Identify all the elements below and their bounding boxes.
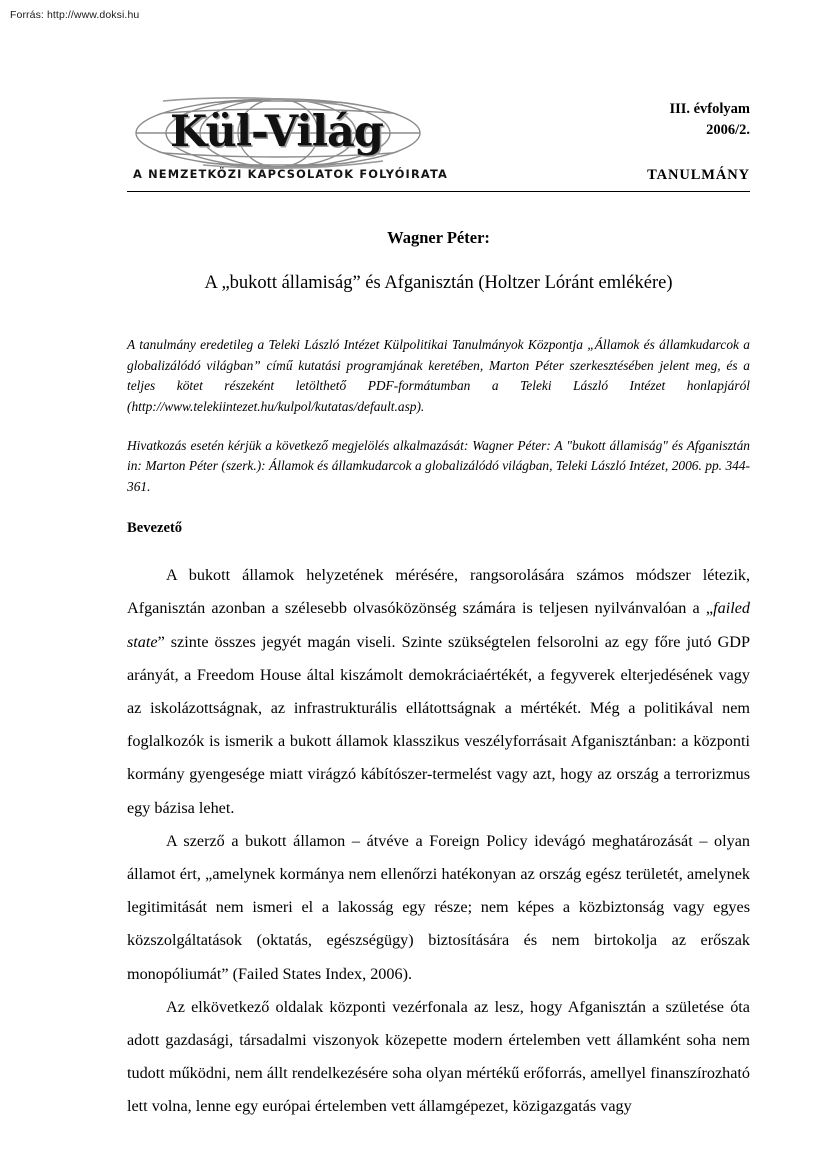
volume-label: III. évfolyam bbox=[669, 101, 750, 117]
article-kind-label: TANULMÁNY bbox=[647, 167, 750, 183]
page-content bbox=[127, 0, 750, 1124]
masthead-divider bbox=[127, 191, 750, 192]
source-watermark: Forrás: http://www.doksi.hu bbox=[10, 9, 140, 21]
issue-info bbox=[490, 99, 750, 140]
paragraph: A bukott államok helyzetének mérésére, rangsorolására számos módszer létezik, Afganisztán azonban a szélesebb olvasóközönség számára is teljesen nyilvánvalóan a „failed state” szinte összes jegyét magán viseli. Szinte szükségtelen felsorolni az egy főre jutó GDP arányát, a Freedom House által kiszámolt demokráciaértékét, a fegyverek elterjedésének vagy az iskolázottságnak, az infrastrukturális ellátottságnak a mértékét. Még a politikával nem foglalkozók is ismerik a bukott államok klasszikus veszélyforrásait Afganisztánban: a központi kormány gyengesége miatt virágzó kábítószer-termelést vagy azt, hogy az ország a terrorizmus egy bázisa lehet. bbox=[127, 566, 750, 817]
journal-tagline: A NEMZETKÖZI KAPCSOLATOK FOLYÓIRATA bbox=[133, 167, 448, 181]
paragraph: A szerző a bukott államon – átvéve a Foreign Policy idevágó meghatározását – olyan államot ért, „amelynek kormánya nem ellenőrzi hatékonyan az ország egész területét, amelynek legitimitását nem ismeri el a lakosság egy része; nem képes a közbiztonság vagy egyes közszolgáltatások (oktatás, egészségügy) biztosítására és nem birtokolja az erőszak monopóliumát” (Failed States Index, 2006). bbox=[127, 831, 750, 983]
emphasis-text: failed state bbox=[127, 599, 750, 651]
body-text bbox=[127, 559, 750, 1123]
author-name: Wagner Péter: bbox=[387, 228, 490, 247]
journal-logo bbox=[133, 95, 448, 187]
issue-label: 2006/2. bbox=[706, 121, 750, 138]
title-block bbox=[127, 227, 750, 295]
citation-note: Hivatkozás esetén kérjük a következő megjelölés alkalmazását: Wagner Péter: A "bukott államiság" és Afganisztán in: Marton Péter (szerk.): Államok és államkudarcok a globalizálódó világban, Teleki László Intézet, 2006. pp. 344-361. bbox=[127, 437, 750, 494]
publication-notes bbox=[127, 335, 750, 497]
journal-title-logo: Kül-Világ bbox=[170, 106, 383, 157]
origin-note: A tanulmány eredetileg a Teleki László Intézet Külpolitikai Tanulmányok Központja „Államok és államkudarcok a globalizálódó világban” című kutatási programjának keretében, Marton Péter szerkesztésében jelent meg, és a teljes kötet részeként letölthető PDF-formátumban a Teleki László Intézet honlapjáról (http://www.telekiintezet.hu/kulpol/kutatas/default.asp). bbox=[127, 337, 750, 414]
journal-masthead bbox=[127, 95, 750, 191]
page-title: A „bukott államiság” és Afganisztán (Holtzer Lóránt emlékére) bbox=[204, 273, 673, 294]
paragraph: Az elkövetkező oldalak központi vezérfonala az lesz, hogy Afganisztán a születése óta adott gazdasági, társadalmi viszonyok közepette modern értelemben vett államként soha nem tudott működni, nem állt rendelkezésére soha olyan mértékű erőforrás, amellyel finanszírozható lett volna, lenne egy európai értelemben vett államgépezet, közigazgatás vagy bbox=[127, 997, 750, 1116]
section-heading-introduction: Bevezető bbox=[127, 520, 183, 537]
